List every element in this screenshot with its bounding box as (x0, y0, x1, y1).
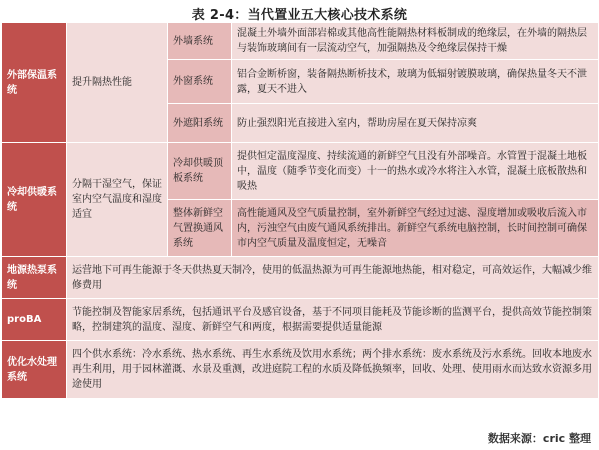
table-title: 表 2-4：当代置业五大核心技术系统 (191, 8, 408, 23)
item-desc-cell: 混凝土外墙外面部岩棉或其他高性能隔热材料板制成的绝缘层，在外墙的隔热层与装饰玻璃间有一层流动空气，加强隔热及令绝缘层保持干燥 (232, 23, 599, 60)
table-row (2, 143, 599, 200)
item-name-cell: 冷却供暖顶板系统 (168, 143, 232, 200)
item-desc-cell: 提供恒定温度湿度、持续流通的新鲜空气且没有外部噪音。水管置于混凝土地板中，温度（随季节变化而变）十一的热水或冷水将注入水管，混凝土底板散热和吸热 (232, 143, 599, 200)
row-desc-cell: 节能控制及智能家居系统，包括通讯平台及感官设备，基于不同项目能耗及节能诊断的监测平台，提供高效节能控制策略，控制建筑的温度、湿度、新鲜空气和两度，根据需要提供适量能源 (67, 299, 599, 341)
item-name-cell: 外窗系统 (168, 60, 232, 104)
item-name-cell: 整体新鲜空气置换通风系统 (168, 200, 232, 257)
category-cell: 外部保温系统 (2, 23, 67, 143)
data-source-note: 数据来源：cric 整理 (487, 432, 591, 445)
table-row (2, 23, 599, 60)
subcategory-cell: 分隔干湿空气，保证室内空气温度和湿度适宜 (67, 143, 168, 257)
category-cell: 冷却供暖系统 (2, 143, 67, 257)
subcategory-cell: 提升隔热性能 (67, 23, 168, 143)
table-row (2, 257, 599, 299)
category-cell: 优化水处理系统 (2, 341, 67, 399)
category-cell: 地源热泵系统 (2, 257, 67, 299)
row-desc-cell: 运营地下可再生能源于冬天供热夏天制冷，使用的低温热源为可再生能源地热能，相对稳定，可高效运作，大幅减少维修费用 (67, 257, 599, 299)
table-row (2, 341, 599, 399)
category-cell: proBA (2, 299, 67, 341)
item-desc-cell: 防止强烈阳光直接进入室内，帮助房屋在夏天保持凉爽 (232, 104, 599, 143)
row-desc-cell: 四个供水系统：冷水系统、热水系统、再生水系统及饮用水系统；两个排水系统：废水系统及污水系统。回收本地废水再生利用，用于园林灌溉、水景及重测，改进庭院工程的水质及降低换频率，回收、处理、使用雨水而达致水资源多用途使用 (67, 341, 599, 399)
item-desc-cell: 高性能通风及空气质量控制，室外新鲜空气经过过滤、湿度增加或吸收后流入市内，污浊空气由废气通风系统排出。新鲜空气系统电脑控制，长时间控制可确保市内空气质量及温度恒定，无噪音 (232, 200, 599, 257)
item-name-cell: 外墙系统 (168, 23, 232, 60)
table-row (2, 299, 599, 341)
tech-systems-table (1, 22, 599, 399)
item-name-cell: 外遮阳系统 (168, 104, 232, 143)
item-desc-cell: 铝合金断桥窗，装备隔热断桥技术，玻璃为低辐射镀膜玻璃，确保热量冬天不泄露，夏天不进入 (232, 60, 599, 104)
